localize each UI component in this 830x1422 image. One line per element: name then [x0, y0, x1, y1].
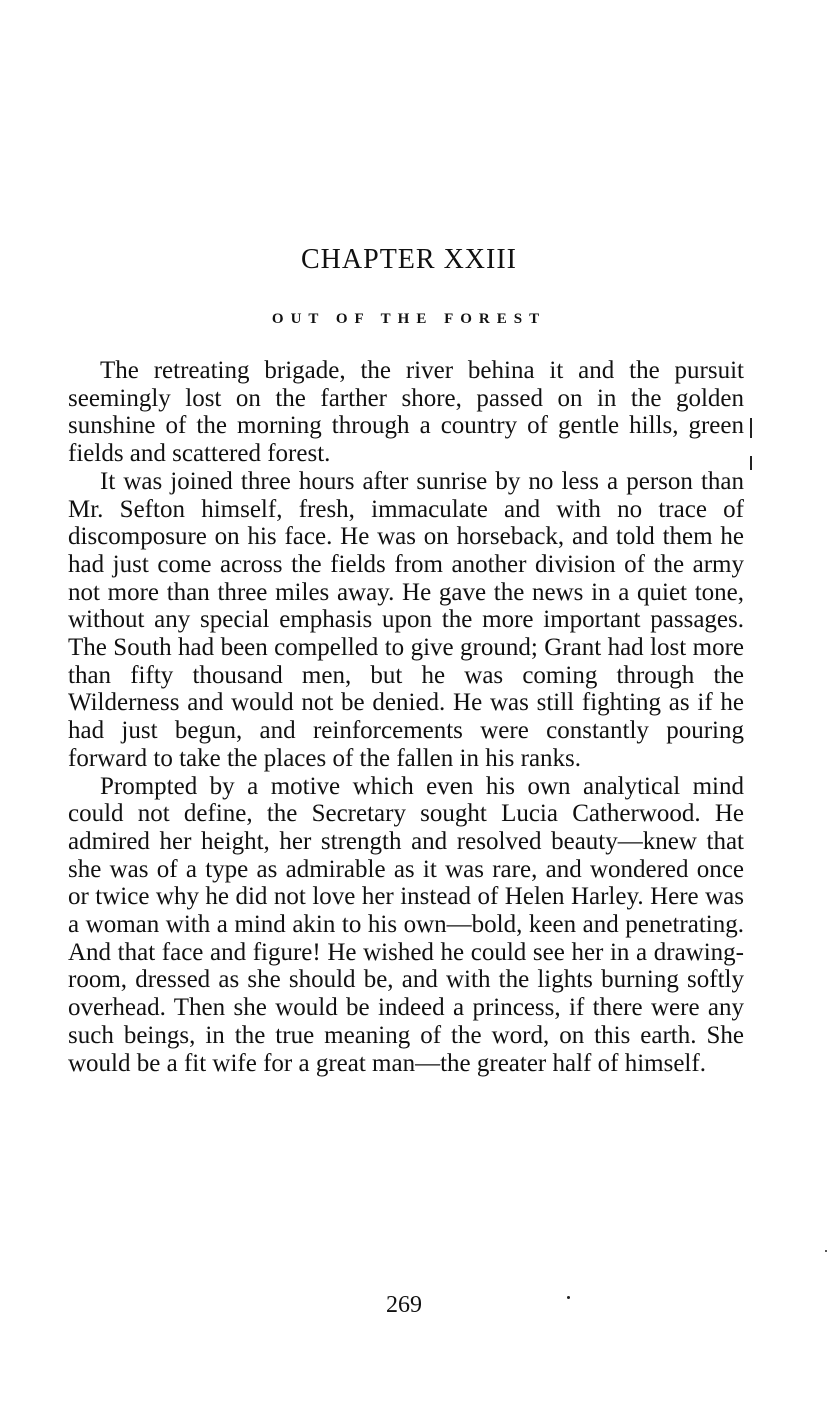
chapter-title: CHAPTER XXIII — [301, 244, 517, 275]
ink-speck — [567, 1296, 570, 1299]
margin-mark — [750, 418, 752, 438]
margin-mark — [750, 456, 752, 470]
paragraph: It was joined three hours after sunrise by no less a person than Mr. Sefton himself, fresh, immaculate and with no trace of discomposure on his face. He was on horseback, and told them he had just come across the fields from another division of the army not more than three miles away. He gave the news in a quiet tone, without any special emphasis upon the more important passages. The South had been compelled to give ground; Grant had lost more than fifty thousand men, but he was coming through the Wilderness and would not be denied. He was still fighting as if he had just begun, and reinforcements were constantly pouring forward to take the places of the fallen in his ranks. — [68, 467, 744, 772]
page-number: 269 — [386, 1292, 422, 1318]
ink-speck — [825, 1250, 827, 1252]
body-text — [68, 357, 744, 1077]
paragraph: The retreating brigade, the river behina it and the pursuit seemingly lost on the farther shore, passed on in the golden sunshine of the morning through a country of gentle hills, green fields and scattered forest. — [68, 357, 744, 468]
chapter-subtitle: OUT OF THE FOREST — [271, 311, 547, 327]
paragraph: Prompted by a motive which even his own analytical mind could not define, the Secretary sought Lucia Catherwood. He admired her height, her strength and resolved beauty—knew that she was of a type as admirable as it was rare, and wondered once or twice why he did not love her instead of Helen Harley. Here was a woman with a mind akin to his own—bold, keen and penetrating. And that face and figure! He wished he could see her in a drawing-room, dressed as she should be, and with the lights burning softly overhead. Then she would be indeed a princess, if there were any such beings, in the true meaning of the word, on this earth. She would be a fit wife for a great man—the greater half of himself. — [68, 772, 744, 1077]
